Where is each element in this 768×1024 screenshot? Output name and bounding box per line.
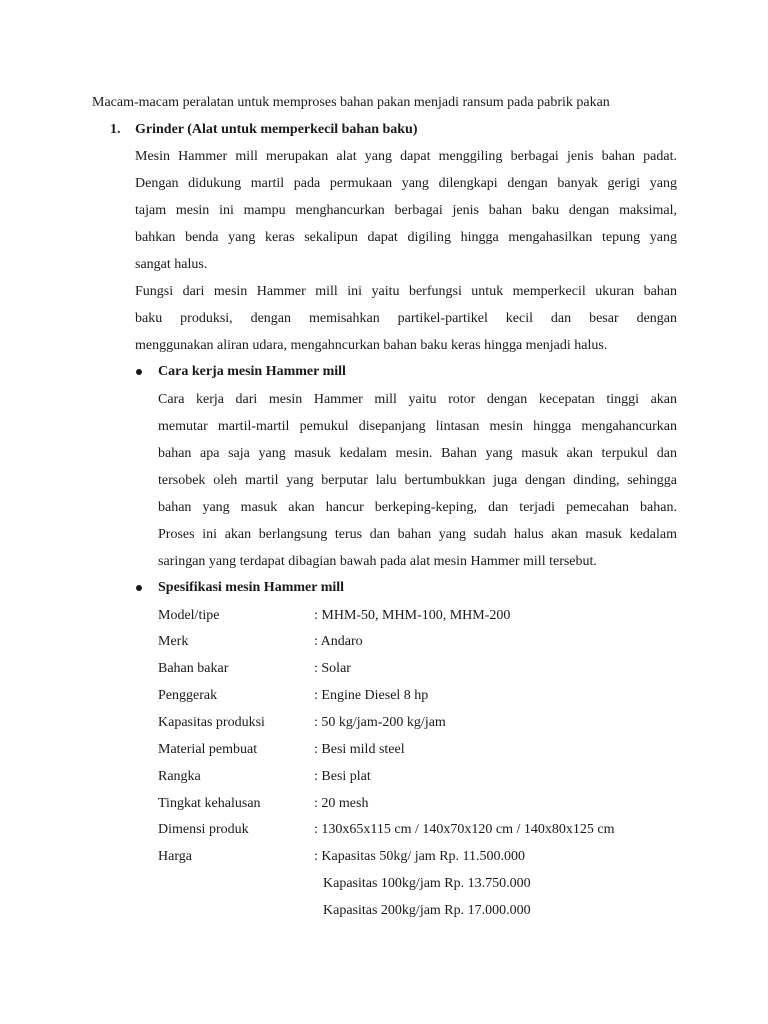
spec-label: Dimensi produk [158, 822, 249, 837]
spec-value: : 50 kg/jam-200 kg/jam [314, 715, 446, 730]
paragraph-line: bahan apa saja yang masuk kedalam mesin. Bahan yang masuk akan terpukul dan [158, 446, 677, 461]
paragraph-line: memutar martil-martil pemukul disepanjang lintasan mesin hingga mengahancurkan [158, 419, 677, 434]
spec-value-harga: Kapasitas 100kg/jam Rp. 13.750.000 [323, 876, 531, 891]
paragraph-line: Dengan didukung martil pada permukaan yang dilengkapi dengan banyak gerigi yang [135, 176, 677, 191]
paragraph-line: Proses ini akan berlangsung terus dan bahan yang sudah halus akan masuk kedalam [158, 527, 677, 542]
spec-value: : Andaro [314, 634, 363, 649]
spec-value: : Besi mild steel [314, 742, 405, 757]
spec-label: Kapasitas produksi [158, 715, 265, 730]
paragraph-line: baku produksi, dengan memisahkan partikel-partikel kecil dan besar dengan [135, 311, 677, 326]
spec-value: : 20 mesh [314, 796, 369, 811]
intro-text: Macam-macam peralatan untuk memproses bahan pakan menjadi ransum pada pabrik pakan [92, 95, 610, 110]
spec-value: : Kapasitas 50kg/ jam Rp. 11.500.000 [314, 849, 526, 864]
bullet-icon [136, 369, 142, 375]
paragraph-line: menggunakan aliran udara, mengahncurkan bahan baku keras hingga menjadi halus. [135, 338, 608, 353]
spec-label: Tingkat kehalusan [158, 796, 261, 811]
spec-label: Rangka [158, 769, 201, 784]
spec-value-harga: Kapasitas 200kg/jam Rp. 17.000.000 [323, 903, 531, 918]
paragraph-line: sangat halus. [135, 257, 208, 272]
spec-value: : Engine Diesel 8 hp [314, 688, 429, 703]
paragraph-line: Cara kerja dari mesin Hammer mill yaitu rotor dengan kecepatan tinggi akan [158, 392, 677, 407]
bullet-icon [136, 585, 142, 591]
spec-label: Model/tipe [158, 608, 220, 623]
spec-value: : Besi plat [314, 769, 371, 784]
paragraph-line: tajam mesin ini mampu menghancurkan berbagai jenis bahan baku dengan maksimal, [135, 203, 677, 218]
spec-value: : Solar [314, 661, 351, 676]
paragraph-line: Fungsi dari mesin Hammer mill ini yaitu berfungsi untuk memperkecil ukuran bahan [135, 284, 677, 299]
spec-label: Merk [158, 634, 189, 649]
spec-label: Penggerak [158, 688, 218, 703]
spec-label: Bahan bakar [158, 661, 229, 676]
paragraph-line: Mesin Hammer mill merupakan alat yang dapat menggiling berbagai jenis bahan padat. [135, 149, 677, 164]
section-heading: Grinder (Alat untuk memperkecil bahan baku) [135, 122, 418, 137]
spec-label: Harga [158, 849, 192, 864]
paragraph-line: saringan yang terdapat dibagian bawah pada alat mesin Hammer mill tersebut. [158, 554, 597, 569]
section-number: 1. [110, 122, 121, 137]
paragraph-line: bahkan benda yang keras sekalipun dapat digiling hingga mengahasilkan tepung yang [135, 230, 677, 245]
paragraph-line: tersobek oleh martil yang berputar lalu bertumbukkan juga dengan dinding, sehingga [158, 473, 677, 488]
spec-label: Material pembuat [158, 742, 258, 757]
spesifikasi-heading: Spesifikasi mesin Hammer mill [158, 580, 345, 595]
spec-value: : MHM-50, MHM-100, MHM-200 [314, 608, 511, 623]
cara-kerja-heading: Cara kerja mesin Hammer mill [158, 364, 346, 379]
paragraph-line: bahan yang masuk akan hancur berkeping-keping, dan terjadi pemecahan bahan. [158, 500, 677, 515]
spec-value: : 130x65x115 cm / 140x70x120 cm / 140x80x125 cm [314, 822, 615, 837]
